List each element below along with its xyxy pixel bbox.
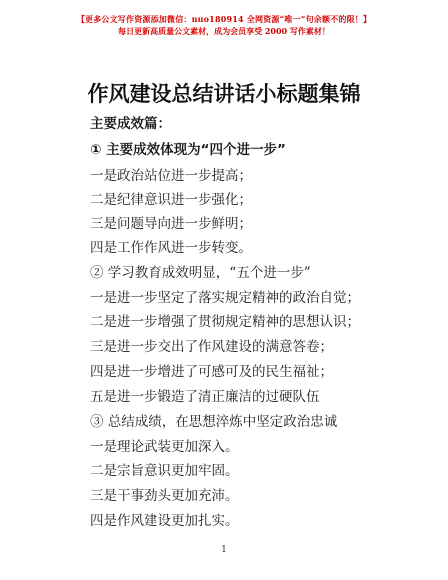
text-line: 四是作风建设更加扎实。 [90, 513, 239, 529]
text-line: 三是进一步交出了作风建设的满意答卷； [90, 339, 333, 355]
text-line: 四是工作作风进一步转变。 [90, 240, 252, 256]
subheading-3: ③ 总结成绩，在思想淬炼中坚定政治忠诚 [90, 414, 338, 430]
header-banner-line-1: 【更多公文写作资源添加微信：nuo180914 全网资源“唯一”句余额不的限！】 [76, 14, 372, 24]
text-line: 一是理论武装更加深入。 [90, 439, 239, 455]
text-line: 二是进一步增强了贯彻规定精神的思想认识； [90, 314, 360, 330]
subheading-2: ② 学习教育成效明显，“五个进一步” [90, 265, 311, 281]
section-heading: 主要成效篇： [90, 116, 171, 132]
text-line: 三是问题导向进一步鲜明； [90, 216, 252, 232]
subheading-1: ① 主要成效体现为“四个进一步” [90, 142, 286, 158]
text-line: 二是纪律意识进一步强化； [90, 192, 252, 208]
document-title: 作风建设总结讲话小标题集锦 [87, 82, 361, 106]
text-line: 四是进一步增进了可感可及的民生福祉； [90, 364, 333, 380]
text-line: 一是政治站位进一步提高； [90, 168, 252, 184]
text-line: 二是宗旨意识更加牢固。 [90, 463, 239, 479]
header-banner-line-2: 每日更新高质量公文素材，成为会员享受 2000 写作素材！ [118, 26, 330, 36]
page-number: 1 [221, 545, 227, 555]
text-line: 三是干事劲头更加充沛。 [90, 488, 239, 504]
text-line: 一是进一步坚定了落实规定精神的政治自觉； [90, 290, 360, 306]
text-line: 五是进一步锻造了清正廉洁的过硬队伍 [90, 389, 320, 405]
